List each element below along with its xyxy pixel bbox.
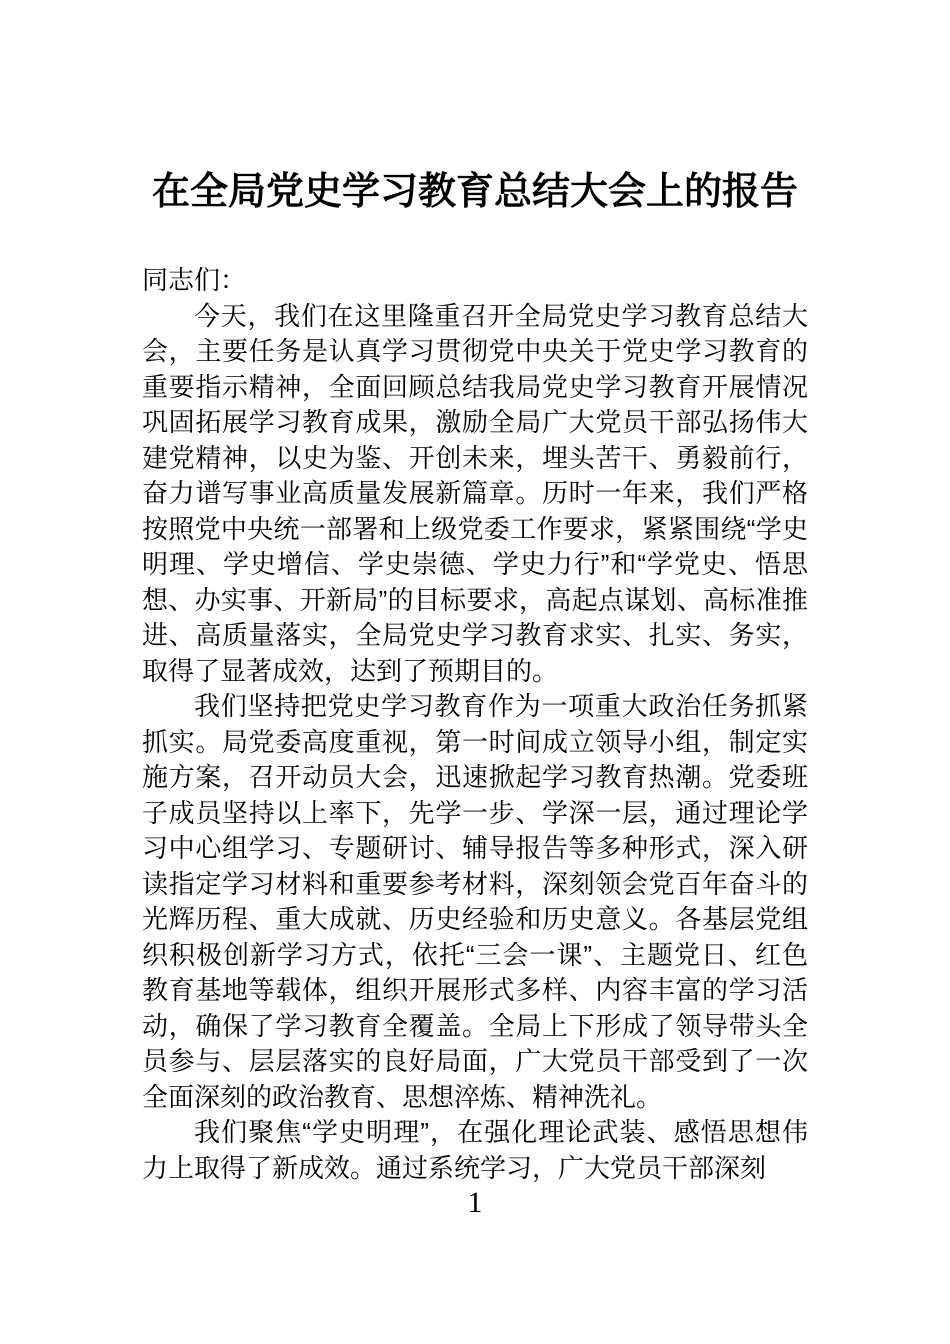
document-content xyxy=(142,163,808,1186)
document-title: 在全局党史学习教育总结大会上的报告 xyxy=(151,171,798,213)
salutation: 同志们： xyxy=(142,265,247,295)
paragraph-2: 我们坚持把党史学习教育作为一项重大政治任务抓紧抓实。局党委高度重视，第一时间成立领导小组，制定实施方案，召开动员大会，迅速掀起学习教育热潮。党委班子成员坚持以上率下，先学一步、学深一层，通过理论学习中心组学习、专题研讨、辅导报告等多种形式，深入研读指定学习材料和重要参考材料，深刻领会党百年奋斗的光辉历程、重大成就、历史经验和历史意义。各基层党组织积极创新学习方式，依托“三会一课”、主题党日、红色教育基地等载体，组织开展形式多样、内容丰富的学习活动，确保了学习教育全覆盖。全局上下形成了领导带头全员参与、层层落实的良好局面，广大党员干部受到了一次全面深刻的政治教育、思想淬炼、精神洗礼。 xyxy=(142,691,808,1112)
page-number: 1 xyxy=(467,1186,483,1219)
paragraph-1: 今天，我们在这里隆重召开全局党史学习教育总结大会，主要任务是认真学习贯彻党中央关于党史学习教育的重要指示精神，全面回顾总结我局党史学习教育开展情况巩固拓展学习教育成果，激励全局广大党员干部弘扬伟大建党精神，以史为鉴、开创未来，埋头苦干、勇毅前行，奋力谱写事业高质量发展新篇章。历时一年来，我们严格按照党中央统一部署和上级党委工作要求，紧紧围绕“学史明理、学史增信、学史崇德、学史力行”和“学党史、悟思想、办实事、开新局”的目标要求，高起点谋划、高标准推进、高质量落实，全局党史学习教育求实、扎实、务实，取得了显著成效，达到了预期目的。 xyxy=(142,300,808,686)
paragraph-3: 我们聚焦“学史明理”，在强化理论武装、感悟思想伟力上取得了新成效。通过系统学习，广大党员干部深刻 xyxy=(142,1117,808,1183)
